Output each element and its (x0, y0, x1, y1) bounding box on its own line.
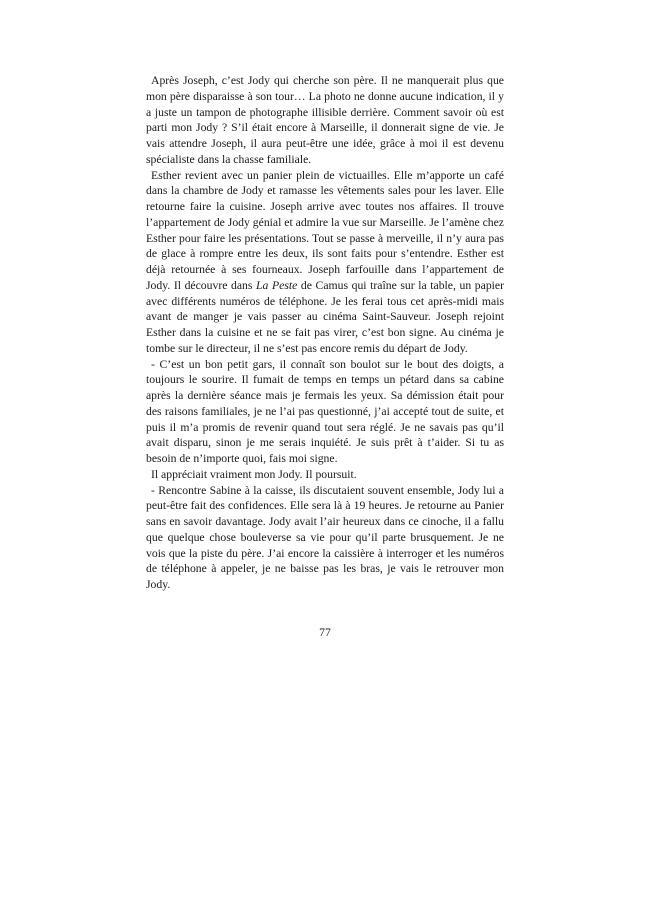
paragraph-1: Après Joseph, c’est Jody qui cherche son père. Il ne manquerait plus que mon père disparaisse à son tour… La photo ne donne aucune indication, il y a juste un tampon de photographe illisible derrière. Comment savoir où est parti mon Jody ? S’il était encore à Marseille, il donnerait signe de vie. Je vais attendre Joseph, il aura peut-être une idée, grâce à moi il est devenu spécialiste dans la chasse familiale. (146, 74, 504, 166)
paragraph-2-text-after: de Camus qui traîne sur la table, un papier avec différents numéros de téléphone. Je les ferai tous cet après-midi mais avant de manger je vais passer au cinéma Saint-Sauveur. Joseph rejoint Esther dans la cuisine et ne se fait pas virer, c’est bon signe. Au cinéma je tombe sur le directeur, il ne s’est pas encore remis du départ de Jody. (146, 278, 505, 355)
paragraph-2-text-before: Esther revient avec un panier plein de victuailles. Elle m’apporte un café dans la chambre de Jody et ramasse les vêtements sales pour les laver. Elle retourne faire la cuisine. Joseph arrive avec toutes nos affaires. Il trouve l’appartement de Jody génial et admire la vue sur Marseille. Je l’amène chez Esther pour faire les présentations. Tout se passe à merveille, il n’y aura pas de glace à rompre entre les deux, ils sont faits pour s’entendre. Esther est déjà retournée à ses fourneaux. Joseph farfouille dans l’appartement de Jody. Il découvre dans (146, 168, 504, 292)
paragraph-4: Il appréciait vraiment mon Jody. Il poursuit. (151, 467, 357, 481)
paragraph-3: - C’est un bon petit gars, il connaît son boulot sur le bout des doigts, a toujours le sourire. Il fumait de temps en temps un pétard dans sa cabine après la dernière séance mais je fermais les yeux. Sa démission était pour des raisons familiales, je ne l’ai pas questionné, j’ai accepté tout de suite, et puis il m’a promis de revenir quand tout sera réglé. Je ne savais pas qu’il avait disparu, sinon je me serais inquiété. Je suis prêt à t’aider. Si tu as besoin de n’importe quoi, fais moi signe. (146, 357, 504, 465)
paragraph-5: - Rencontre Sabine à la caisse, ils discutaient souvent ensemble, Jody lui a peut-être fait des confidences. Elle sera là à 19 heures. Je retourne au Panier sans en savoir davantage. Jody avait l’air heureux dans ce cinoche, il a fallu que quelque chose bouleverse sa vie pour qu’il parte brusquement. Je ne vois que la piste du père. J’ai encore la caissière à interroger et les numéros de téléphone à appeler, je ne baisse pas les bras, je vais le retrouver mon Jody. (146, 483, 504, 591)
paragraph-2 (146, 168, 504, 357)
book-title-italic: La Peste (256, 278, 298, 292)
body-text (146, 73, 504, 593)
page-number: 77 (319, 626, 331, 639)
